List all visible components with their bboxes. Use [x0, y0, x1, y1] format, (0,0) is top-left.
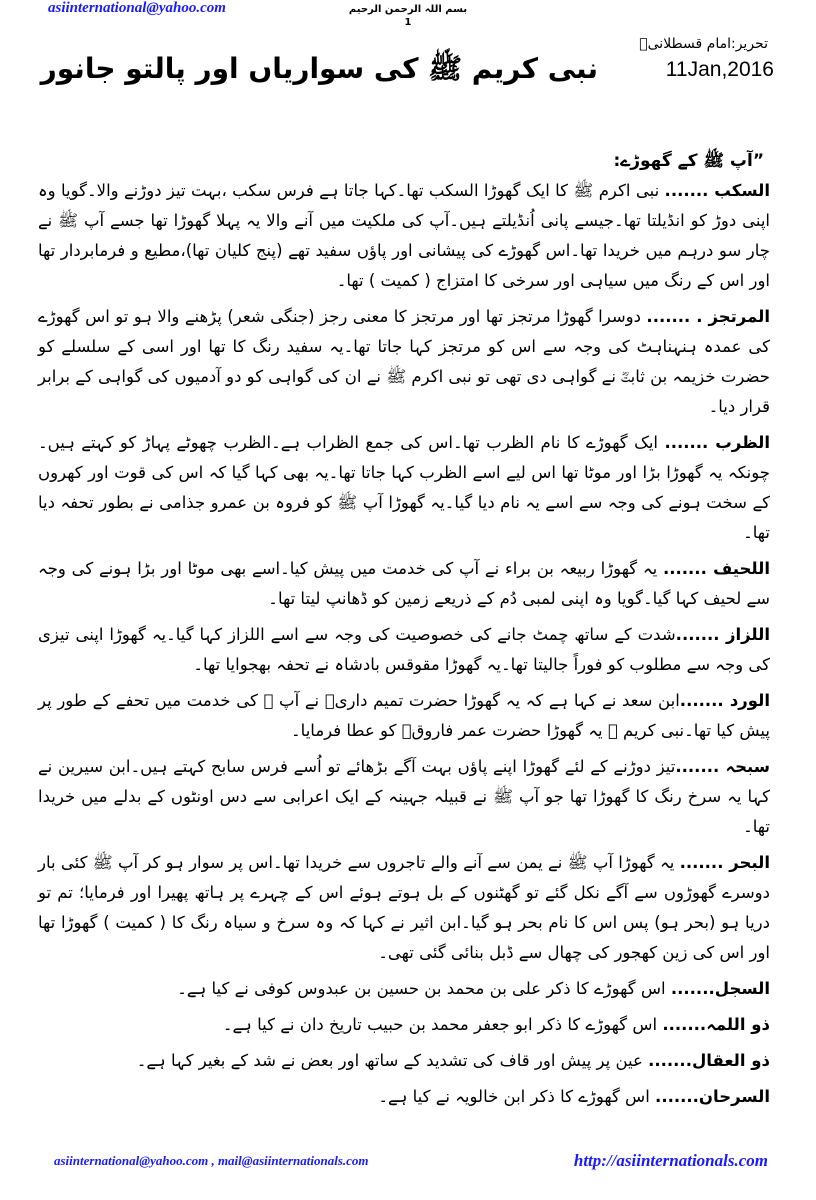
paragraph-al-luhayf: [38, 554, 770, 614]
page-number: 1: [404, 17, 412, 28]
page-title: نبی کریم ﷺ کی سواریاں اور پالتو جانور: [40, 52, 598, 85]
paragraph-as-sakb: [38, 176, 770, 296]
paragraph-term: الورد .......: [679, 691, 770, 710]
paragraph-al-lizaz: [38, 620, 770, 680]
paragraph-as-sijl: [38, 974, 770, 1004]
header-email[interactable]: asiinternational@yahoo.com: [48, 0, 226, 16]
paragraph-text: یہ گھوڑا ربیعہ بن براء نے آپ کی خدمت میں پیش کیا۔اسے بھی موٹا اور بڑا ہونے کی وجہ سے لحیف کہا گیا۔گویا وہ اپنی لمبی دُم کے ذریعے زمین کو ڈھانپ لیتا تھا۔: [38, 559, 770, 608]
paragraph-text: دوسرا گھوڑا مرتجز تھا اور مرتجز کا معنی رجز (جنگی شعر) پڑھنے والا ہو تو اس گھوڑے کی عمدہ ہنہناہٹ کی وجہ سے اس کو مرتجز کہا جاتا تھا۔یہ سفید رنگ کا تھا اور اسی کے سلسلے کو حضرت خزیمہ بن ثابتؓ نے گواہی دی تھی تو نبی اکرم ﷺ نے ان کی گواہی کو دو آدمیوں کی گواہی کے برابر قرار دیا۔: [38, 307, 770, 416]
paragraph-text: عین پر پیش اور قاف کی تشدید کے ساتھ اور بعض نے شد کے بغیر کہا ہے۔: [136, 1051, 649, 1070]
paragraph-text: ایک گھوڑے کا نام الظرب تھا۔اس کی جمع الظراب ہے۔الظرب چھوٹے پہاڑ کو کہتے ہیں۔چونکہ یہ گھوڑا بڑا اور موٹا تھا اس لیے اسے الظرب کہا جاتا تھا۔یہ بھی کہا گیا کہ اس کی قوت اور کھروں کے سخت ہونے کی وجہ سے اسے یہ نام دیا گیا۔یہ گھوڑا آپ ﷺ کو فروہ بن عمرو جذامی نے بطور تحفہ دیا تھا۔: [38, 433, 770, 542]
paragraph-text: اس گھوڑے کا ذکر علی بن محمد بن حسین بن عبدوس کوفی نے کیا ہے۔: [177, 979, 671, 998]
paragraph-term: ذو اللمہ.......: [662, 1015, 770, 1034]
publish-date: 11Jan,2016: [665, 58, 774, 81]
paragraph-term: المرتجز . .......: [646, 307, 770, 326]
paragraph-text: اس گھوڑے کا ذکر ابو جعفر محمد بن حبیب تاریخ دان نے کیا ہے۔: [222, 1015, 663, 1034]
paragraph-text: نبی اکرم ﷺ کا ایک گھوڑا السکب تھا۔کہا جاتا ہے فرس سکب ،بہت تیز دوڑنے والا۔گویا وہ اپنی دوڑ کو انڈیلتا تھا۔جیسے پانی اُنڈیلتے ہیں۔آپ کی ملکیت میں آنے والا یہ پہلا گھوڑا تھا جسے آپ ﷺ نے چار سو درہم میں خریدا تھا۔اس گھوڑے کی پیشانی اور پاؤں سفید تھے (پنج کلیان تھا)،مطیع و فرمابردار تھا اور اس کے رنگ میں سیاہی اور سرخی کا امتزاج ( کمیت ) تھا۔: [38, 181, 770, 290]
footer-emails[interactable]: asiinternational@yahoo.com , mail@asiinternationals.com: [54, 1153, 369, 1168]
paragraph-term: السرحان.......: [655, 1087, 770, 1106]
paragraph-term: اللزاز .......: [675, 625, 770, 644]
footer-website-link[interactable]: http://asiinternationals.com: [573, 1151, 768, 1170]
paragraph-text: تیز دوڑنے کے لئے گھوڑا اپنے پاؤں بہت آگے بڑھائے تو اُسے فرس سابح کہتے ہیں۔ابن سیرین نے کہا یہ سرخ رنگ کا گھوڑا تھا جو آپ ﷺ نے قبیلہ جہینہ کے ایک اعرابی سے دس اونٹوں کے بدلے میں خریدا تھا۔: [38, 757, 770, 836]
section-heading: ”آپ ﷺ کے گھوڑے:: [613, 151, 764, 171]
paragraph-text: یہ گھوڑا آپ ﷺ نے یمن سے آنے والے تاجروں سے خریدا تھا۔اس پر سوار ہو کر آپ ﷺ کئی بار دوسرے گھوڑوں سے آگے نکل گئے تو گھٹنوں کے بل ہوتے ہوئے اس کے چہرے پر ہاتھ پھیرا اور فرمایا؛ تم تو دریا ہو (بحر ہو) پس اس کا نام بحر ہو گیا۔ابن اثیر نے کہا کہ وہ سرخ و سیاہ رنگ کا ( کمیت ) گھوڑا تھا اور اس کی زین کھجور کی چھال سے ڈبل بنائی گئی تھی۔: [38, 853, 770, 962]
page-footer: [54, 1153, 768, 1173]
paragraph-term: البحر .......: [679, 853, 770, 872]
paragraph-term: سبحہ .......: [675, 757, 770, 776]
paragraph-az-zarib: [38, 428, 770, 548]
bismillah: بسم اللہ الرحمن الرحیم: [348, 4, 468, 15]
paragraph-dhul-limmah: [38, 1010, 770, 1040]
paragraph-term: الظرب .......: [664, 433, 770, 452]
paragraph-al-ward: [38, 686, 770, 746]
paragraph-term: اللحیف .......: [662, 559, 770, 578]
paragraph-term: السجل.......: [670, 979, 770, 998]
paragraph-al-murtajiz: [38, 302, 770, 422]
paragraph-sabhah: [38, 752, 770, 842]
paragraph-text: ابن سعد نے کہا ہے کہ یہ گھوڑا حضرت تمیم داریؓ نے آپ ﷺ کی خدمت میں تحفے کے طور پر پیش کیا تھا۔نبی کریم ﷺ یہ گھوڑا حضرت عمر فاروقؓ کو عطا فرمایا۔: [38, 691, 770, 740]
paragraph-text: شدت کے ساتھ چمٹ جانے کی خصوصیت کی وجہ سے اسے اللزاز کہا گیا۔یہ گھوڑا اپنی تیزی کی وجہ سے مطلوب کو فوراً جالیتا تھا۔یہ گھوڑا مقوقس بادشاہ نے تحفہ بھجوایا تھا۔: [38, 625, 770, 674]
paragraph-term: السکب .......: [664, 181, 770, 200]
paragraph-al-bahr: [38, 848, 770, 968]
article-body: [38, 146, 770, 1118]
paragraph-as-sirhan: [38, 1082, 770, 1112]
paragraph-term: ذو العقال.......: [648, 1051, 770, 1070]
paragraph-text: اس گھوڑے کا ذکر ابن خالویہ نے کیا ہے۔: [378, 1087, 656, 1106]
paragraph-dhul-uqqal: [38, 1046, 770, 1076]
author-byline: تحریر:امام قسطلانیؒ: [639, 36, 768, 52]
